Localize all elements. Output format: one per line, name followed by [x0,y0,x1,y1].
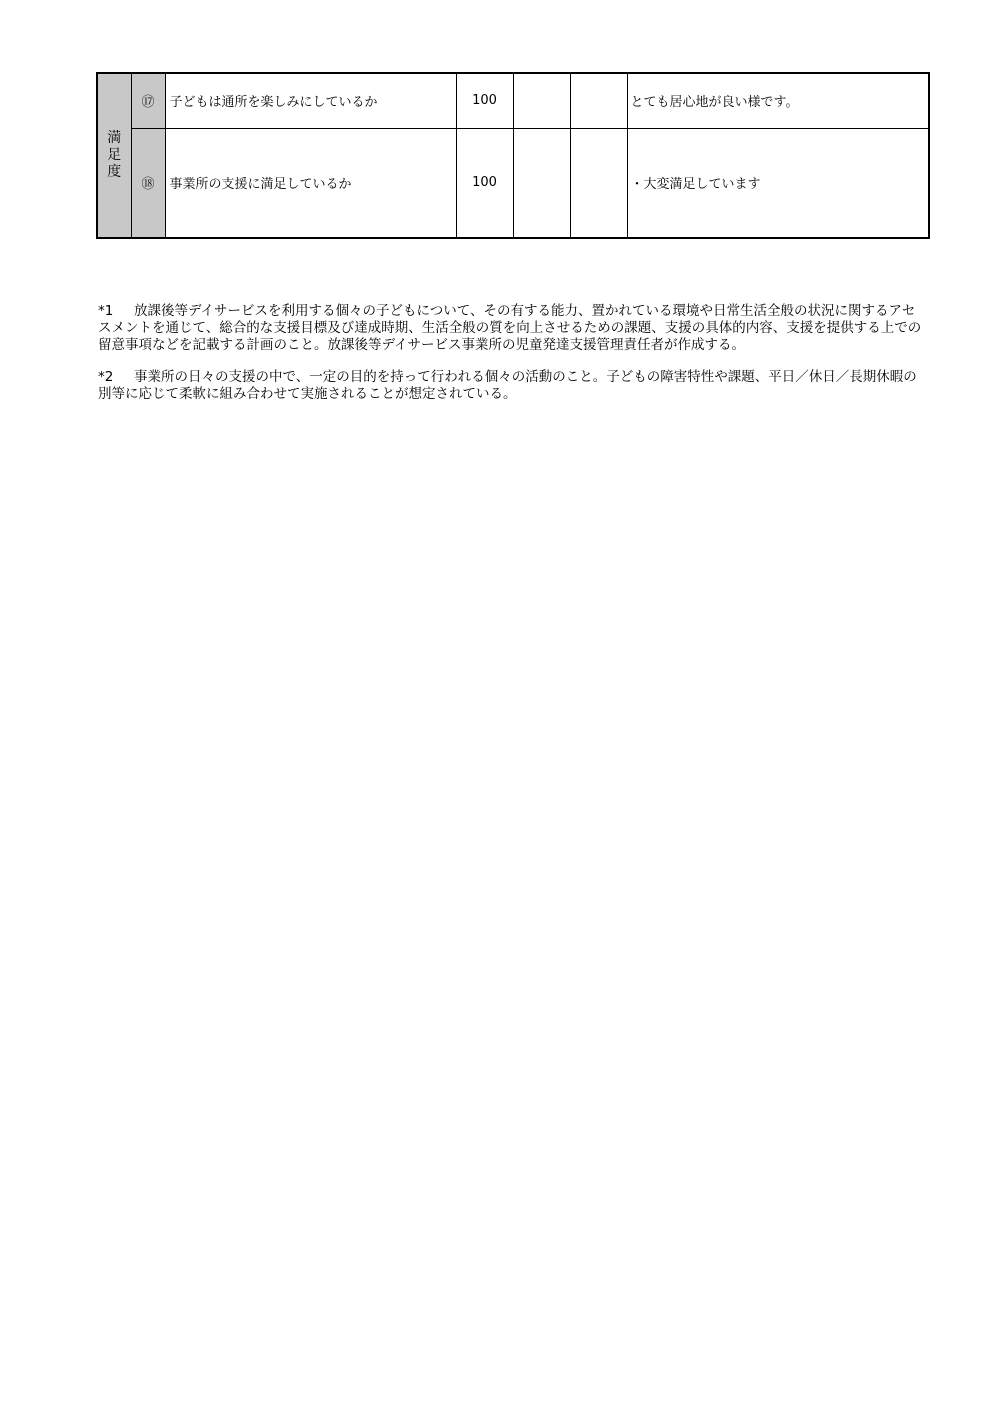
footnote-text: 放課後等デイサービスを利用する個々の子どもについて、その有する能力、置かれている環境や日常生活全般の状況に関するアセスメントを通じて、総合的な支援目標及び達成時期、生活全般の質を向上させるための課題、支援の具体的内容、支援を提供する上での留意事項などを記載する計画のこと。放課後等デイサービス事業所の児童発達支援管理責任者が作成する。 [98,303,922,353]
value-cell: 100 [456,73,513,128]
satisfaction-table [96,72,930,239]
footnote-text: 事業所の日々の支援の中で、一定の目的を持って行われる個々の活動のこと。子どもの障害特性や課題、平日／休日／長期休暇の別等に応じて柔軟に組み合わせて実施されることが想定されている。 [98,369,917,402]
comment-cell: ・大変満足しています [627,128,929,238]
question-text: 事業所の支援に満足しているか [165,128,456,238]
question-number: ⑰ [131,73,165,128]
comment-cell: とても居心地が良い様です。 [627,73,929,128]
value-cell: 100 [456,128,513,238]
footnote-mark: *1 [98,303,114,319]
question-number: ⑱ [131,128,165,238]
question-text: 子どもは通所を楽しみにしているか [165,73,456,128]
table-row [97,128,929,238]
value-cell [570,128,627,238]
footnote-2 [98,369,928,403]
footnote-1 [98,303,928,354]
category-cell [97,73,131,238]
value-cell [513,128,570,238]
table-row [97,73,929,128]
value-cell [570,73,627,128]
value-cell [513,73,570,128]
footnote-mark: *2 [98,369,114,385]
category-label: 満足度 [107,130,122,180]
footnotes [98,303,928,418]
